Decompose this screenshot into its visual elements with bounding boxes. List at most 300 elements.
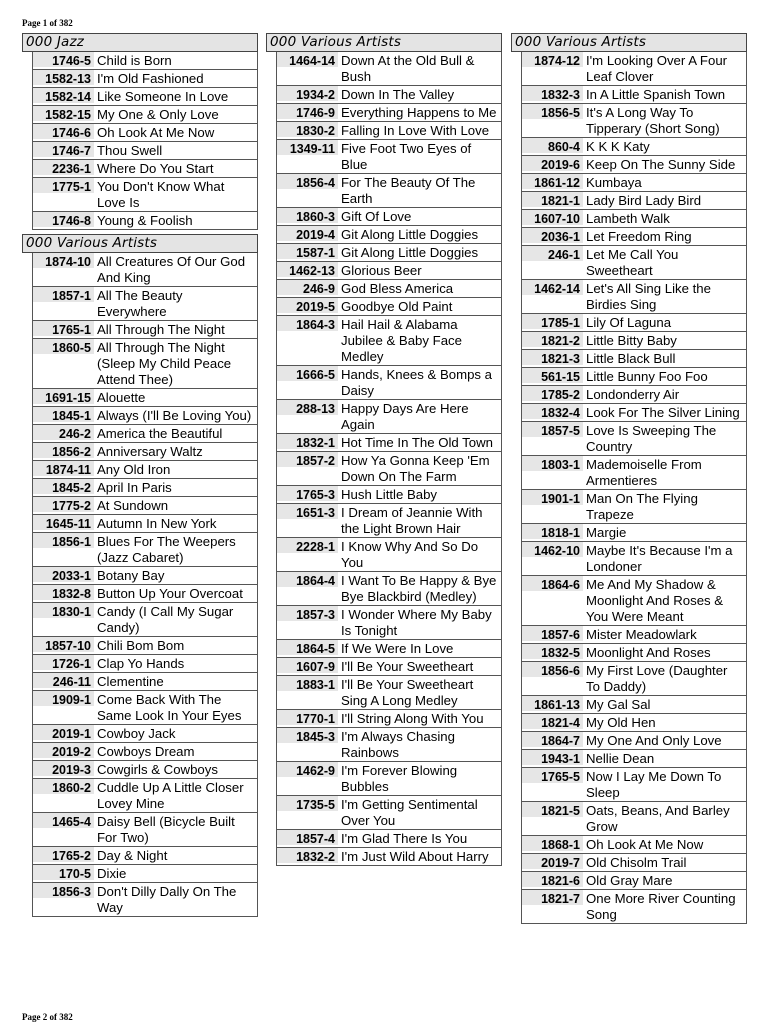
song-row (277, 538, 501, 572)
song-row (33, 88, 257, 106)
song-row (277, 728, 501, 762)
song-title: Let Me Call You Sweetheart (586, 247, 679, 278)
song-code: 1856-4 (277, 174, 338, 207)
song-row (277, 434, 501, 452)
song-code: 1830-1 (33, 603, 94, 636)
song-code: 1845-1 (33, 407, 94, 424)
song-title: All Creatures Of Our God And King (97, 254, 246, 285)
song-title: Glorious Beer (341, 263, 422, 278)
song-row (33, 497, 257, 515)
song-title: Alouette (97, 390, 146, 405)
song-row (33, 253, 257, 287)
song-code: 1883-1 (277, 676, 338, 709)
song-title: April In Paris (97, 480, 172, 495)
song-code: 1864-7 (522, 732, 583, 749)
song-row (522, 280, 746, 314)
song-row (277, 676, 501, 710)
song-title: Lady Bird Lady Bird (586, 193, 702, 208)
song-code: 561-15 (522, 368, 583, 385)
song-code: 1770-1 (277, 710, 338, 727)
song-code: 1832-8 (33, 585, 94, 602)
song-code: 1821-2 (522, 332, 583, 349)
song-title: Hot Time In The Old Town (341, 435, 493, 450)
song-code: 2033-1 (33, 567, 94, 584)
song-code: 1587-1 (277, 244, 338, 261)
song-title: Down In The Valley (341, 87, 455, 102)
song-row (33, 287, 257, 321)
song-code: 1746-7 (33, 142, 94, 159)
song-code: 1582-15 (33, 106, 94, 123)
song-row (277, 762, 501, 796)
song-title: I'm Always Chasing Rainbows (341, 729, 455, 760)
song-row (522, 228, 746, 246)
song-title: Oats, Beans, And Barley Grow (586, 803, 730, 834)
song-code: 2019-7 (522, 854, 583, 871)
song-code: 2019-1 (33, 725, 94, 742)
song-code: 1607-10 (522, 210, 583, 227)
song-row (277, 298, 501, 316)
song-row (522, 104, 746, 138)
song-row (277, 452, 501, 486)
song-title: Man On The Flying Trapeze (586, 491, 698, 522)
song-code: 1746-6 (33, 124, 94, 141)
song-title: Don't Dilly Dally On The Way (97, 884, 237, 915)
song-title: You Don't Know What Love Is (97, 179, 225, 210)
song-title: America the Beautiful (97, 426, 223, 441)
song-row (277, 366, 501, 400)
song-title: Blues For The Weepers (Jazz Cabaret) (97, 534, 236, 565)
song-title: For The Beauty Of The Earth (341, 175, 476, 206)
song-row (33, 691, 257, 725)
song-title: My One And Only Love (586, 733, 722, 748)
song-title: In A Little Spanish Town (586, 87, 726, 102)
column-2 (266, 33, 502, 870)
page-number-top: Page 1 of 382 (22, 18, 73, 28)
song-row (33, 883, 257, 916)
song-row (522, 662, 746, 696)
song-code: 1856-5 (522, 104, 583, 137)
song-code: 1860-3 (277, 208, 338, 225)
song-title: Hands, Knees & Bomps a Daisy (341, 367, 493, 398)
song-title: Gift Of Love (341, 209, 412, 224)
song-row (33, 321, 257, 339)
song-title: Day & Night (97, 848, 168, 863)
song-code: 1832-3 (522, 86, 583, 103)
song-title: Happy Days Are Here Again (341, 401, 469, 432)
song-code: 1856-3 (33, 883, 94, 916)
song-code: 1832-5 (522, 644, 583, 661)
song-title: Any Old Iron (97, 462, 171, 477)
song-title: How Ya Gonna Keep 'Em Down On The Farm (341, 453, 490, 484)
song-title: I'm Glad There Is You (341, 831, 468, 846)
page-number-bottom: Page 2 of 382 (22, 1012, 73, 1022)
song-row (522, 332, 746, 350)
song-title: One More River Counting Song (586, 891, 736, 922)
song-code: 1857-5 (522, 422, 583, 455)
song-title: Old Gray Mare (586, 873, 673, 888)
song-title: Come Back With The Same Look In Your Eyes (97, 692, 242, 723)
song-row (522, 802, 746, 836)
song-row (522, 872, 746, 890)
song-title: I'm Forever Blowing Bubbles (341, 763, 458, 794)
song-title: Cowboys Dream (97, 744, 195, 759)
song-row (277, 572, 501, 606)
song-code: 1845-2 (33, 479, 94, 496)
song-title: Cuddle Up A Little Closer Lovey Mine (97, 780, 244, 811)
song-row (277, 280, 501, 298)
song-title: Maybe It's Because I'm a Londoner (586, 543, 733, 574)
song-title: K K K Katy (586, 139, 650, 154)
artist-section (266, 33, 502, 866)
song-row (522, 368, 746, 386)
song-row (33, 479, 257, 497)
song-row (522, 490, 746, 524)
song-row (33, 743, 257, 761)
song-row (277, 486, 501, 504)
song-row (33, 567, 257, 585)
song-title: Falling In Love With Love (341, 123, 490, 138)
song-code: 1746-5 (33, 52, 94, 69)
song-code: 1874-11 (33, 461, 94, 478)
song-title: Down At the Old Bull & Bush (341, 53, 475, 84)
song-code: 1821-3 (522, 350, 583, 367)
song-code: 1857-3 (277, 606, 338, 639)
song-row (277, 606, 501, 640)
section-header: 000 Various Artists (22, 234, 258, 253)
song-row (33, 124, 257, 142)
song-row (522, 836, 746, 854)
song-title: Mister Meadowlark (586, 627, 697, 642)
song-code: 1856-1 (33, 533, 94, 566)
song-row (522, 890, 746, 923)
song-code: 1934-2 (277, 86, 338, 103)
song-title: I'll Be Your Sweetheart Sing A Long Medley (341, 677, 474, 708)
song-code: 1726-1 (33, 655, 94, 672)
song-title: Botany Bay (97, 568, 165, 583)
song-title: Look For The Silver Lining (586, 405, 740, 420)
song-title: Little Bitty Baby (586, 333, 677, 348)
song-title: Cowgirls & Cowboys (97, 762, 218, 777)
song-code: 2019-2 (33, 743, 94, 760)
song-title: It's A Long Way To Tipperary (Short Song) (586, 105, 720, 136)
song-row (522, 192, 746, 210)
song-row (522, 714, 746, 732)
song-row (33, 655, 257, 673)
song-code: 170-5 (33, 865, 94, 882)
song-code: 246-11 (33, 673, 94, 690)
song-code: 1857-4 (277, 830, 338, 847)
song-code: 1821-4 (522, 714, 583, 731)
song-code: 2228-1 (277, 538, 338, 571)
song-row (522, 246, 746, 280)
song-title: I Wonder Where My Baby Is Tonight (341, 607, 492, 638)
song-title: Chili Bom Bom (97, 638, 185, 653)
song-title: Candy (I Call My Sugar Candy) (97, 604, 234, 635)
song-row (522, 524, 746, 542)
song-row (277, 104, 501, 122)
song-code: 2036-1 (522, 228, 583, 245)
song-list (32, 253, 258, 917)
song-row (277, 174, 501, 208)
song-title: I'll Be Your Sweetheart (341, 659, 474, 674)
song-title: Goodbye Old Paint (341, 299, 453, 314)
song-title: Let's All Sing Like the Birdies Sing (586, 281, 711, 312)
song-title: Always (I'll Be Loving You) (97, 408, 252, 423)
section-header: 000 Jazz (22, 33, 258, 52)
artist-section (511, 33, 747, 924)
song-row (522, 350, 746, 368)
song-title: Oh Look At Me Now (586, 837, 704, 852)
song-code: 1864-4 (277, 572, 338, 605)
song-title: Margie (586, 525, 627, 540)
song-title: My Gal Sal (586, 697, 651, 712)
song-row (522, 386, 746, 404)
song-code: 1765-5 (522, 768, 583, 801)
song-title: Let Freedom Ring (586, 229, 692, 244)
song-code: 1857-10 (33, 637, 94, 654)
song-code: 1830-2 (277, 122, 338, 139)
song-row (277, 796, 501, 830)
song-list (521, 52, 747, 924)
song-title: Me And My Shadow & Moonlight And Roses & You Were Meant (586, 577, 724, 624)
song-row (277, 316, 501, 366)
song-code: 1818-1 (522, 524, 583, 541)
song-code: 1465-4 (33, 813, 94, 846)
song-row (522, 404, 746, 422)
song-list (32, 52, 258, 230)
song-row (33, 813, 257, 847)
song-title: Lily Of Laguna (586, 315, 672, 330)
song-title: Everything Happens to Me (341, 105, 497, 120)
song-code: 1803-1 (522, 456, 583, 489)
song-title: Hail Hail & Alabama Jubilee & Baby Face Medley (341, 317, 462, 364)
song-row (522, 138, 746, 156)
song-code: 1765-1 (33, 321, 94, 338)
song-code: 1864-5 (277, 640, 338, 657)
song-code: 2019-4 (277, 226, 338, 243)
song-code: 288-13 (277, 400, 338, 433)
song-code: 1785-1 (522, 314, 583, 331)
song-title: I'll String Along With You (341, 711, 484, 726)
song-title: Git Along Little Doggies (341, 227, 479, 242)
song-row (277, 208, 501, 226)
song-code: 1943-1 (522, 750, 583, 767)
song-row (522, 750, 746, 768)
song-row (277, 226, 501, 244)
section-header: 000 Various Artists (266, 33, 502, 52)
column-1 (22, 33, 258, 921)
song-row (33, 52, 257, 70)
song-code: 1856-2 (33, 443, 94, 460)
song-title: Hush Little Baby (341, 487, 438, 502)
song-row (33, 461, 257, 479)
song-title: Oh Look At Me Now (97, 125, 215, 140)
song-row (33, 847, 257, 865)
song-code: 1864-6 (522, 576, 583, 625)
song-code: 1857-2 (277, 452, 338, 485)
song-row (522, 768, 746, 802)
song-row (33, 761, 257, 779)
song-row (33, 142, 257, 160)
song-list (276, 52, 502, 866)
song-row (277, 658, 501, 676)
song-title: Dixie (97, 866, 127, 881)
song-code: 1735-5 (277, 796, 338, 829)
song-code: 1464-14 (277, 52, 338, 85)
song-title: Nellie Dean (586, 751, 655, 766)
song-row (33, 178, 257, 212)
song-row (522, 576, 746, 626)
song-title: All Through The Night (Sleep My Child Peace Attend Thee) (97, 340, 232, 387)
song-code: 1821-7 (522, 890, 583, 923)
song-title: Where Do You Start (97, 161, 214, 176)
song-row (33, 339, 257, 389)
song-title: Mademoiselle From Armentieres (586, 457, 702, 488)
song-title: Little Bunny Foo Foo (586, 369, 708, 384)
song-row (33, 779, 257, 813)
song-row (522, 456, 746, 490)
song-title: I'm Looking Over A Four Leaf Clover (586, 53, 728, 84)
song-code: 2236-1 (33, 160, 94, 177)
song-code: 1901-1 (522, 490, 583, 523)
song-title: Child is Born (97, 53, 172, 68)
song-code: 1909-1 (33, 691, 94, 724)
song-title: Now I Lay Me Down To Sleep (586, 769, 722, 800)
song-code: 1666-5 (277, 366, 338, 399)
song-row (277, 86, 501, 104)
song-row (277, 710, 501, 728)
song-row (277, 400, 501, 434)
song-title: I Dream of Jeannie With the Light Brown Hair (341, 505, 483, 536)
song-row (522, 854, 746, 872)
song-code: 1821-1 (522, 192, 583, 209)
song-row (522, 542, 746, 576)
song-code: 1874-12 (522, 52, 583, 85)
song-row (522, 696, 746, 714)
song-code: 1349-11 (277, 140, 338, 173)
song-code: 1645-11 (33, 515, 94, 532)
song-row (33, 515, 257, 533)
song-title: My First Love (Daughter To Daddy) (586, 663, 728, 694)
song-row (277, 504, 501, 538)
song-code: 1462-14 (522, 280, 583, 313)
song-code: 860-4 (522, 138, 583, 155)
song-code: 1860-5 (33, 339, 94, 388)
song-title: All The Beauty Everywhere (97, 288, 183, 319)
song-code: 1582-14 (33, 88, 94, 105)
song-row (277, 640, 501, 658)
song-row (33, 725, 257, 743)
song-title: Clap Yo Hands (97, 656, 185, 671)
song-title: Clementine (97, 674, 164, 689)
song-row (33, 585, 257, 603)
song-code: 1462-13 (277, 262, 338, 279)
song-code: 1785-2 (522, 386, 583, 403)
song-row (277, 122, 501, 140)
song-code: 1864-3 (277, 316, 338, 365)
song-code: 1861-12 (522, 174, 583, 191)
song-title: Lambeth Walk (586, 211, 670, 226)
song-title: All Through The Night (97, 322, 225, 337)
song-code: 1821-6 (522, 872, 583, 889)
song-row (522, 732, 746, 750)
song-row (277, 140, 501, 174)
song-title: Anniversary Waltz (97, 444, 203, 459)
song-title: At Sundown (97, 498, 169, 513)
song-code: 1651-3 (277, 504, 338, 537)
song-row (522, 314, 746, 332)
song-code: 1856-6 (522, 662, 583, 695)
song-title: My One & Only Love (97, 107, 219, 122)
song-code: 1821-5 (522, 802, 583, 835)
song-code: 1832-4 (522, 404, 583, 421)
song-row (277, 244, 501, 262)
song-row (33, 673, 257, 691)
song-code: 1607-9 (277, 658, 338, 675)
song-row (33, 603, 257, 637)
song-code: 1765-3 (277, 486, 338, 503)
song-code: 246-1 (522, 246, 583, 279)
song-code: 1462-10 (522, 542, 583, 575)
song-row (277, 830, 501, 848)
song-title: I Want To Be Happy & Bye Bye Blackbird (Medley) (341, 573, 497, 604)
song-row (522, 52, 746, 86)
column-3 (511, 33, 747, 928)
song-code: 1746-9 (277, 104, 338, 121)
song-row (277, 52, 501, 86)
song-code: 246-9 (277, 280, 338, 297)
section-header: 000 Various Artists (511, 33, 747, 52)
song-code: 2019-5 (277, 298, 338, 315)
song-title: Kumbaya (586, 175, 642, 190)
artist-section (22, 33, 258, 230)
song-title: Daisy Bell (Bicycle Built For Two) (97, 814, 235, 845)
song-title: If We Were In Love (341, 641, 454, 656)
song-row (522, 210, 746, 228)
song-title: Old Chisolm Trail (586, 855, 687, 870)
song-row (33, 407, 257, 425)
song-code: 1845-3 (277, 728, 338, 761)
song-row (33, 533, 257, 567)
song-row (522, 644, 746, 662)
song-title: Little Black Bull (586, 351, 676, 366)
song-row (33, 212, 257, 229)
song-row (522, 156, 746, 174)
song-code: 1582-13 (33, 70, 94, 87)
song-row (522, 422, 746, 456)
song-code: 1691-15 (33, 389, 94, 406)
song-code: 1746-8 (33, 212, 94, 229)
song-row (33, 389, 257, 407)
song-code: 1874-10 (33, 253, 94, 286)
song-code: 1775-1 (33, 178, 94, 211)
song-row (33, 865, 257, 883)
song-title: Autumn In New York (97, 516, 217, 531)
song-code: 1857-6 (522, 626, 583, 643)
song-row (33, 425, 257, 443)
song-code: 246-2 (33, 425, 94, 442)
song-code: 2019-6 (522, 156, 583, 173)
song-row (33, 70, 257, 88)
song-row (33, 106, 257, 124)
song-code: 1857-1 (33, 287, 94, 320)
song-title: Like Someone In Love (97, 89, 229, 104)
song-code: 1860-2 (33, 779, 94, 812)
song-title: Thou Swell (97, 143, 163, 158)
song-title: Button Up Your Overcoat (97, 586, 243, 601)
song-row (33, 160, 257, 178)
song-row (277, 262, 501, 280)
